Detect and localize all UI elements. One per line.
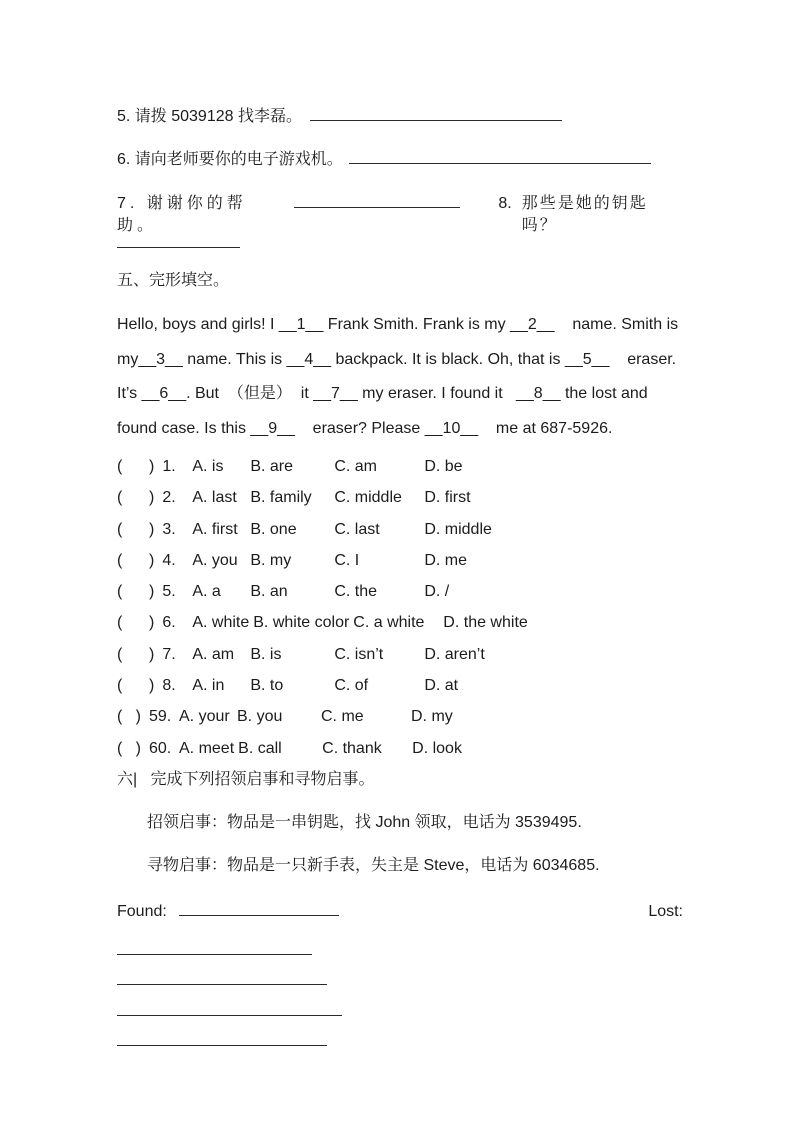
question-number: 4. [162, 551, 176, 569]
option-d: D. my [411, 708, 453, 726]
choice-question-row [117, 639, 683, 670]
option-a: A. in [192, 677, 225, 695]
passage-line: my__3__ name. This is __4__ backpack. It is black. Oh, that is __5__ eraser. [117, 350, 677, 368]
option-b: B. are [250, 458, 294, 475]
option-c: C. isn’t [334, 645, 384, 663]
answer-blank-8 [117, 230, 240, 248]
option-b: B. family [250, 489, 312, 507]
passage-line: Hello, boys and girls! I __1__ Frank Smith. Frank is my __2__ name. Smith is [117, 316, 679, 333]
writing-blank-row [117, 998, 683, 1016]
option-d: D. first [424, 489, 471, 507]
answer-parentheses: ( ) [117, 551, 155, 569]
question-number: 5. [162, 583, 176, 601]
answer-parentheses: ( ) [117, 583, 155, 601]
question-number: 3. [162, 520, 176, 538]
option-b: B. is [250, 645, 282, 663]
option-a: A. first [192, 520, 238, 538]
option-d: D. the white [443, 614, 528, 632]
option-a: A. you [192, 551, 238, 569]
option-c: C. am [334, 458, 377, 475]
option-c: C. middle [334, 489, 402, 507]
question-number: 6. [162, 614, 176, 632]
option-b: B. to [250, 677, 284, 695]
choice-question-row [117, 701, 683, 732]
choice-question-row [117, 514, 683, 545]
option-c: C. of [334, 677, 369, 695]
answer-parentheses: ( ) [117, 708, 141, 726]
writing-blank-line [117, 1028, 327, 1046]
choice-question-row [117, 733, 683, 764]
found-notice-prompt: 招领启事：物品是一串钥匙，找 John 领取，电话为 3539495. [147, 813, 582, 831]
translation-item-6-text: 6. 请向老师要你的电子游戏机。 [117, 151, 343, 168]
question-number: 59. [149, 708, 172, 726]
question-number: 1. [162, 458, 176, 475]
writing-blank-line [117, 998, 342, 1016]
choice-question-row [117, 545, 683, 576]
translation-item-8-text: 那些是她的钥匙吗？ [521, 195, 648, 234]
translation-item-6 [117, 146, 683, 168]
option-c: C. a white [353, 614, 425, 632]
option-d: D. at [424, 677, 459, 695]
cloze-questions [117, 451, 683, 764]
option-d: D. be [424, 458, 463, 475]
option-d: D. middle [424, 520, 492, 538]
option-c: C. thank [322, 739, 382, 757]
option-b: B. call [238, 739, 282, 757]
answer-parentheses: ( ) [117, 677, 155, 695]
found-answer-blank [179, 898, 339, 916]
passage-line: found case. Is this __9__ eraser? Please __10__ me at 687-5926. [117, 419, 613, 437]
found-label: Found: [117, 902, 167, 920]
writing-blank-row [117, 937, 683, 955]
translation-item-7-text: 7. 谢谢你的帮助。 [117, 195, 247, 234]
answer-blank-5 [310, 103, 562, 121]
translation-item-5 [117, 103, 683, 125]
option-a: A. am [192, 645, 235, 663]
option-a: A. meet [179, 739, 235, 757]
option-a: A. is [192, 458, 224, 475]
option-d: D. me [424, 551, 467, 569]
question-number: 2. [162, 489, 176, 507]
translation-items-7-8 [117, 190, 683, 234]
question-number: 8. [162, 677, 176, 695]
lost-notice-prompt: 寻物启事：物品是一只新手表，失主是 Steve，电话为 6034685. [147, 856, 600, 874]
option-b: B. my [250, 551, 292, 569]
answer-parentheses: ( ) [117, 520, 155, 538]
answer-parentheses: ( ) [117, 739, 141, 757]
option-b: B. an [250, 583, 288, 601]
section-six-heading: 六| 完成下列招领启事和寻物启事。 [117, 770, 375, 788]
option-a: A. white [192, 614, 250, 632]
answer-parentheses: ( ) [117, 614, 155, 632]
answer-blank-7 [294, 190, 460, 208]
answer-parentheses: ( ) [117, 489, 155, 507]
found-lost-row [117, 898, 683, 920]
writing-blank-row [117, 967, 683, 985]
answer-parentheses: ( ) [117, 458, 155, 475]
writing-blank-line [117, 967, 327, 985]
choice-question-row [117, 607, 683, 638]
writing-blank-line [117, 937, 312, 955]
option-a: A. your [179, 708, 230, 726]
translation-item-5-text: 5. 请拨 5039128 找李磊。 [117, 108, 302, 125]
option-c: C. I [334, 551, 360, 569]
answer-blank-6 [349, 146, 651, 164]
translation-item-8-number: 8. [498, 195, 512, 212]
choice-question-row [117, 451, 683, 482]
passage-line: It’s __6__. But （但是） it __7__ my eraser. I found it __8__ the lost and [117, 385, 648, 402]
choice-question-row [117, 576, 683, 607]
found-group [117, 898, 339, 923]
option-a: A. a [192, 583, 221, 601]
option-b: B. you [237, 708, 283, 726]
option-c: C. the [334, 583, 378, 601]
option-d: D. look [412, 739, 462, 757]
option-d: D. aren’t [424, 645, 485, 663]
option-c: C. last [334, 520, 380, 538]
choice-question-row [117, 670, 683, 701]
question-number: 7. [162, 645, 176, 663]
writing-blank-row [117, 1028, 683, 1046]
section-five-heading: 五、完形填空。 [117, 272, 230, 289]
option-c: C. me [321, 708, 364, 726]
option-d: D. / [424, 583, 450, 601]
choice-question-row [117, 482, 683, 513]
answer-parentheses: ( ) [117, 645, 155, 663]
lost-label: Lost: [648, 902, 683, 920]
option-a: A. last [192, 489, 237, 507]
option-b: B. white color [253, 614, 350, 632]
option-b: B. one [250, 520, 297, 538]
question-number: 60. [149, 739, 172, 757]
cloze-passage [117, 308, 683, 446]
